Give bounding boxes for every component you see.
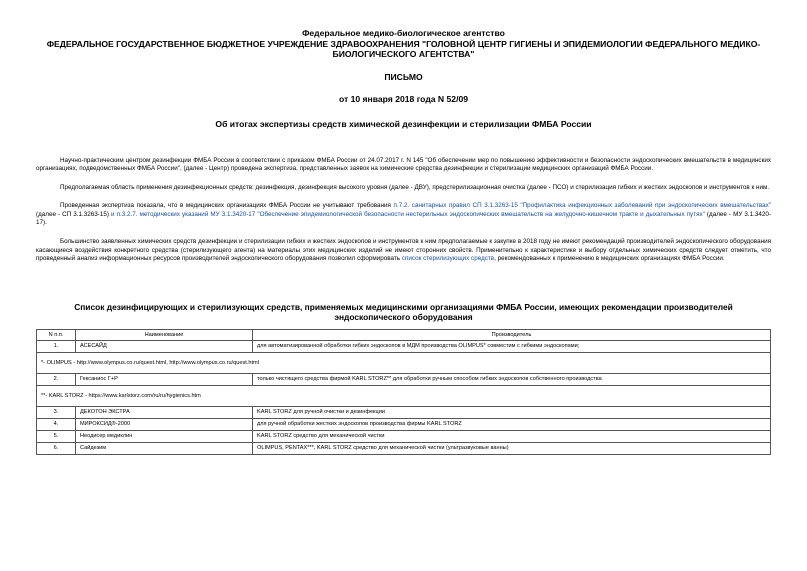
row-name: Неодисер медиклин bbox=[76, 430, 253, 442]
row-number: 3. bbox=[37, 406, 76, 418]
table-title: Список дезинфицирующих и стерилизующих средств, применяемых медицинскими организациями ФМБА России, имеющих рекомендации производителей эндоскопического оборудования bbox=[74, 301, 733, 323]
paragraph-3-text-b: (далее - СП 3.1.3263-15) bbox=[36, 210, 112, 218]
row-number: 1. bbox=[37, 340, 76, 352]
paragraph-3-text-c: (далее - МУ 3.1.3420-17). bbox=[36, 210, 771, 227]
document-date-number: от 10 января 2018 года N 52/09 bbox=[338, 94, 469, 104]
row-maker: для автоматизированной обработки гибких эндоскопов в МДМ производства OLIMPUS* совместим с гибкими эндоскопами; bbox=[253, 340, 771, 352]
paragraph-2: Предполагаемая область применения дезинфекционных средств: дезинфекция, дезинфекция высокого уровня (далее - ДВУ), предстерилизационная очистка (далее - ПСО) и стерилизация гибких и жестких эндоскопов и инструментов к ним. bbox=[60, 183, 770, 191]
row-maker: OLIMPUS, PENTAX***, KARL STORZ средство для механической чистки (ультразвуковые ванны) bbox=[253, 442, 771, 454]
table-row bbox=[37, 340, 771, 352]
row-maker: KARL STORZ для ручной очистки и дезинфекции bbox=[253, 406, 771, 418]
paragraph-4-text-a: Большинство заявленных химических средств дезинфекции и стерилизации гибких и жестких эндоскопов и инструментов к ним предполагаемые к закупке в 2018 году не имеют рекомендаций производителей эндоскопического оборудования касающиеся воздействия конкретного средства (стерилизующего агента) на материалы этих медицинских изделий не имеют сторонних свойств. Применительно к характеристике и выбору отдельных химических средств следует отметить, что проведенный анализ информационных ресурсов производителей эндоскопического оборудования позволил сформировать bbox=[36, 238, 771, 263]
header-name: Наименование bbox=[76, 329, 253, 340]
sp-3-1-3263-15-link[interactable]: п.7.2. санитарных правил СП 3.1.3263-15 "Профилактика инфекционных заболеваний при эндоскопических вмешательствах" bbox=[393, 202, 771, 210]
mu-3-1-3420-17-link[interactable]: и п.3.2.7. методических указаний МУ 3.1.3420-17 "Обеспечение эпидемиологической безопасности нестерильных эндоскопических вмешательств на желудочно-кишечном тракте и дыхательных путях" bbox=[111, 210, 705, 218]
paragraph-4-text-b: , рекомендованных к применению в медицинских организациях ФМБА России. bbox=[494, 255, 725, 263]
agency-name: Федеральное медико-биологическое агентство bbox=[302, 28, 505, 38]
row-maker: только чистящего средства фирмой KARL STORZ** для обработки ручным способом гибких эндоскопов собственного производства bbox=[253, 373, 771, 385]
paragraph-3-text-a: Проведенная экспертиза показала, что в медицинских организациях ФМБА России не учитывают требования bbox=[60, 202, 394, 210]
paragraph-4 bbox=[36, 238, 771, 264]
table-row bbox=[37, 430, 771, 442]
table-row bbox=[37, 442, 771, 454]
row-name: Сайдезим bbox=[76, 442, 253, 454]
row-name: ДЕКОТОН ЭКСТРА bbox=[76, 406, 253, 418]
institution-name: ФЕДЕРАЛЬНОЕ ГОСУДАРСТВЕННОЕ БЮДЖЕТНОЕ УЧРЕЖДЕНИЕ ЗДРАВООХРАНЕНИЯ "ГОЛОВНОЙ ЦЕНТР ГИГИЕНЫ И ЭПИДЕМИОЛОГИИ ФЕДЕРАЛЬНОГО МЕДИКО-БИОЛОГИЧЕСКОГО АГЕНТСТВА" bbox=[46, 38, 761, 59]
row-note: *- OLIMPUS - http://www.olympus.co.ru/quest.html, http://www.olympus.co.ru/quest.html bbox=[37, 352, 771, 373]
row-note: **- KARL STORZ - https://www.karlstorz.com/ru/ru/hygienics.htm bbox=[37, 385, 771, 406]
table-note-row bbox=[37, 352, 771, 373]
document-header bbox=[36, 28, 771, 105]
row-number: 5. bbox=[37, 430, 76, 442]
row-number: 6. bbox=[37, 442, 76, 454]
document-type: ПИСЬМО bbox=[384, 71, 423, 82]
table-row bbox=[37, 418, 771, 430]
document-page bbox=[36, 28, 771, 455]
row-name: АСЕСАЙД bbox=[76, 340, 253, 352]
paragraph-1: Научно-практическим центром дезинфекции ФМБА России в соответствии с приказом ФМБА России от 24.07.2017 г. N 145 "Об обеспечении мер по повышению эффективности и безопасности эндоскопических вмешательств в медицинских организациях, подведомственных ФМБА России", (далее - Центр) проведена экспертиза, представленных заявок на химические средства дезинфекции и стерилизации медицинских организаций ФМБА России. bbox=[36, 156, 771, 173]
table-row bbox=[37, 373, 771, 385]
document-subject: Об итогах экспертизы средств химической дезинфекции и стерилизации ФМБА России bbox=[215, 118, 592, 129]
row-maker: для ручной обработки жестких эндоскопов производства фирмы KARL STORZ bbox=[253, 418, 771, 430]
agents-table bbox=[36, 329, 771, 455]
row-maker: KARL STORZ средство для механической чистки bbox=[253, 430, 771, 442]
header-maker: Производитель bbox=[253, 329, 771, 340]
sterilizing-agents-list-link[interactable]: список стерилизующих средств bbox=[401, 255, 495, 263]
row-number: 2. bbox=[37, 373, 76, 385]
table-header-row bbox=[37, 329, 771, 340]
paragraph-3 bbox=[36, 202, 771, 228]
header-number: N п.п. bbox=[37, 329, 76, 340]
row-name: Гексаниос Г+Р bbox=[76, 373, 253, 385]
row-number: 4. bbox=[37, 418, 76, 430]
table-note-row bbox=[37, 385, 771, 406]
row-name: МИРОКСИД®-2000 bbox=[76, 418, 253, 430]
table-row bbox=[37, 406, 771, 418]
